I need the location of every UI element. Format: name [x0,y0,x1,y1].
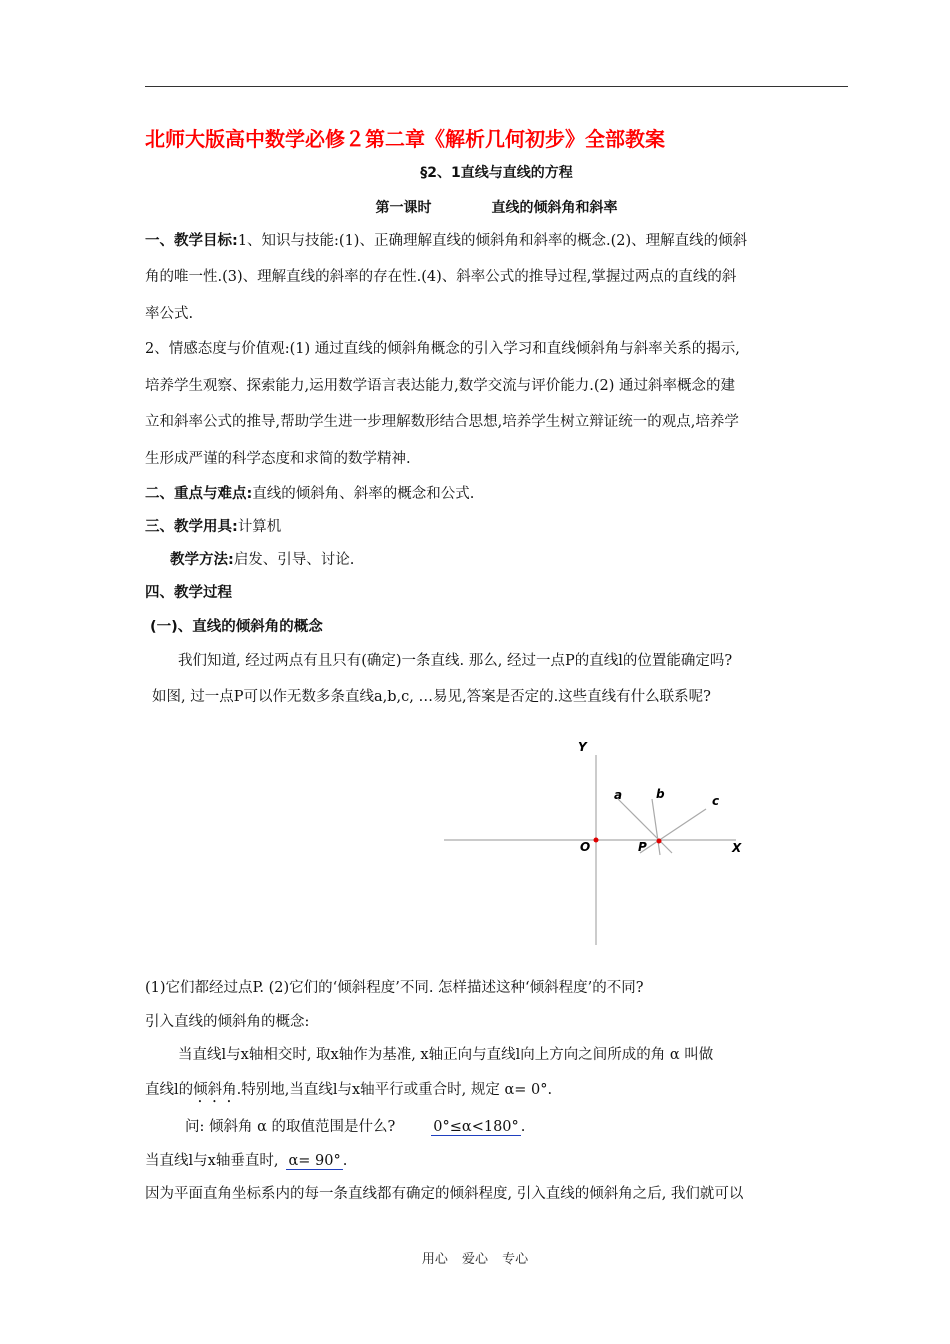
key-points-text: 直线的倾斜角、斜率的概念和公式. [252,486,475,502]
line-b [652,799,660,855]
point-p [657,839,662,844]
vertical-tail: . [342,1153,348,1169]
lesson-topic: 直线的倾斜角和斜率 [491,200,618,216]
y-axis-label: Y [578,740,587,754]
range-question-text: 问: 倾斜角 α 的取值范围是什么? [185,1119,396,1135]
origin-point [594,838,599,843]
header-rule [145,86,848,87]
key-points-heading: 二、重点与难点: [145,486,253,502]
vertical-answer: α= 90° [288,1153,341,1169]
document-title: 北师大版高中数学必修２第二章《解析几何初步》全部教案 [145,127,665,151]
x-axis-label: X [732,841,742,855]
values-line-1: 2、情感态度与价值观:(1) 通过直线的倾斜角概念的引入学习和直线倾斜角与斜率关系的揭示, [145,341,740,357]
definition-text-a: 直线l的 [145,1082,194,1098]
line-c-label: c [712,794,720,808]
definition-line-2 [145,1080,855,1106]
section-title: §2、1直线与直线的方程 [420,165,573,181]
range-question [185,1117,895,1137]
concept-intro: 引入直线的倾斜角的概念: [145,1014,310,1030]
page-footer [0,1248,950,1267]
intro-line-1: 我们知道, 经过两点有且只有(确定)一条直线. 那么, 经过一点P的直线l的位置能确定吗? [178,653,733,669]
process-subheading: (一)、直线的倾斜角的概念 [150,619,323,635]
vertical-case [145,1151,855,1171]
values-line-4: 生形成严谨的科学态度和求简的数学精神. [145,451,411,467]
last-line: 因为平面直角坐标系内的每一条直线都有确定的倾斜程度, 引入直线的倾斜角之后, 我们就可以 [145,1186,744,1202]
methods-text: 启发、引导、讨论. [233,552,355,568]
inclination-term: 倾斜角 [193,1082,237,1098]
values-line-3: 立和斜率公式的推导,帮助学生进一步理解数形结合思想,培养学生树立辩证统一的观点,培养学 [145,414,739,430]
key-points [145,484,855,504]
point-p-label: P [638,840,647,854]
objectives-heading: 一、教学目标: [145,233,238,249]
footer-word-2: 爱心 [461,1252,488,1267]
question-line: (1)它们都经过点P. (2)它们的‘倾斜程度’不同. 怎样描述这种‘倾斜程度’的不同? [145,980,644,996]
objectives-line-1 [145,231,855,251]
tools-text: 计算机 [237,519,282,535]
range-answer: 0°≤α<180° [433,1119,519,1135]
objectives-line-2: 角的唯一性.(3)、理解直线的斜率的存在性.(4)、斜率公式的推导过程,掌握过两点的直线的斜 [145,269,737,285]
line-b-label: b [656,787,665,801]
values-line-2: 培养学生观察、探索能力,运用数学语言表达能力,数学交流与评价能力.(2) 通过斜率概念的建 [145,378,735,394]
methods-heading: 教学方法: [170,552,234,568]
line-a-label: a [614,788,623,802]
process-heading: 四、教学过程 [145,585,232,601]
definition-text-b: .特别地,当直线l与x轴平行或重合时, 规定 α= 0°. [236,1082,553,1098]
footer-word-3: 专心 [502,1252,529,1267]
objectives-line-3: 率公式. [145,306,194,322]
methods [170,550,880,570]
vertical-case-text: 当直线l与x轴垂直时, [145,1153,279,1169]
lesson-period: 第一课时 [375,200,432,216]
lesson-heading [145,197,848,217]
range-tail: . [520,1119,526,1135]
objectives-text: 1、知识与技能:(1)、正确理解直线的倾斜角和斜率的概念.(2)、理解直线的倾斜 [237,233,748,249]
intro-line-2: 如图, 过一点P可以作无数多条直线a,b,c, …易见,答案是否定的.这些直线有什么联系呢? [152,689,711,705]
tools [145,517,855,537]
tools-heading: 三、教学用具: [145,519,238,535]
definition-line-1: 当直线l与x轴相交时, 取x轴作为基准, x轴正向与直线l向上方向之间所成的角 α 叫做 [178,1047,714,1063]
coordinate-figure [440,735,760,950]
origin-label: O [580,840,591,854]
footer-word-1: 用心 [421,1252,448,1267]
